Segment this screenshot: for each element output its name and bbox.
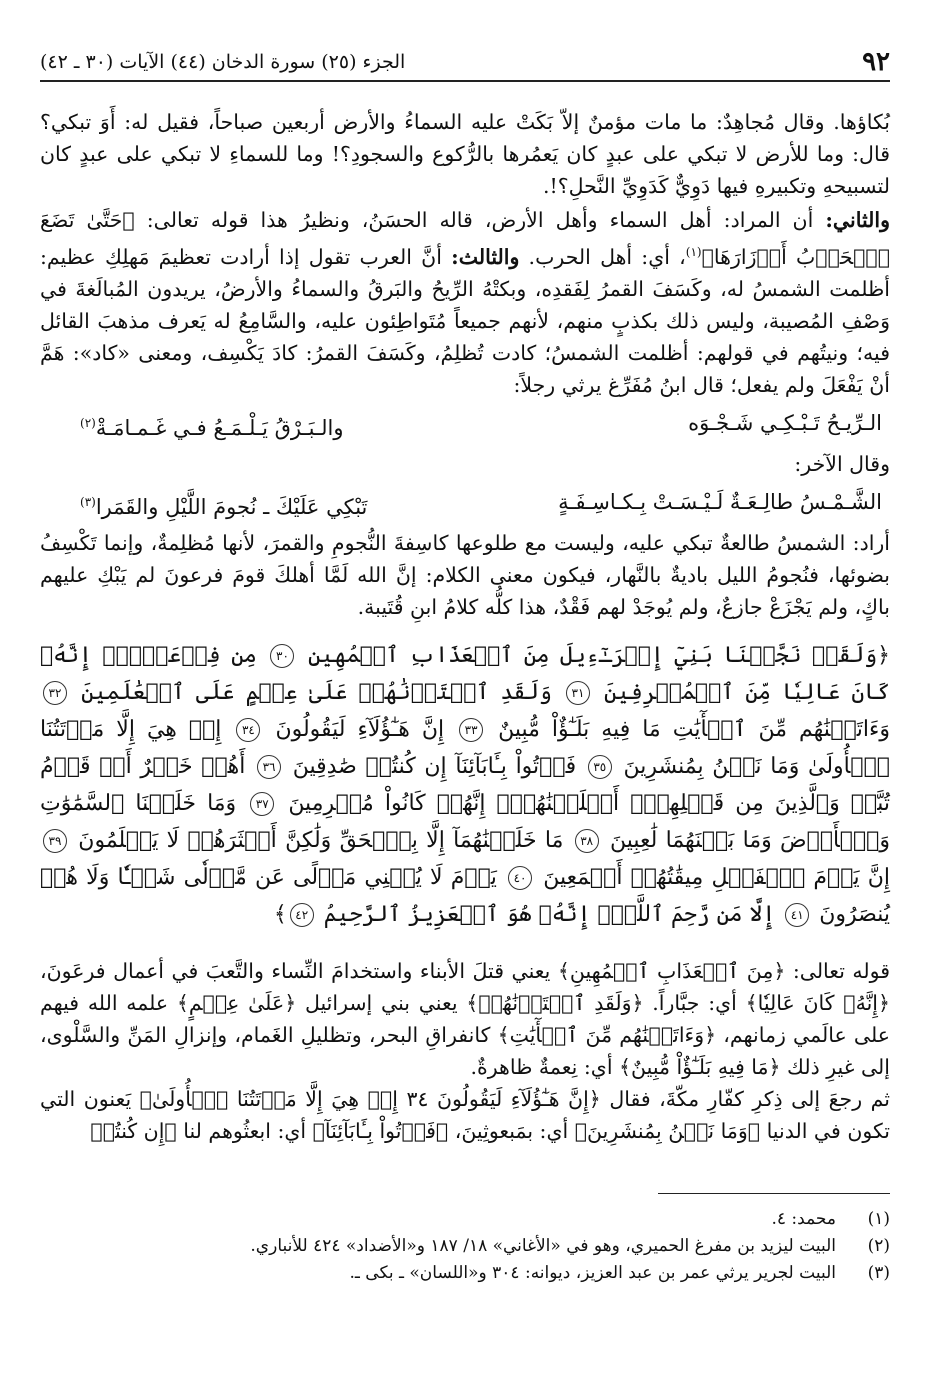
quran-segment: يَوۡمَ لَا يُغۡنِي مَوۡلًى عَن مَّوۡلٗى شَيۡـٔٗا وَلَا هُمۡ يُنصَرُونَ: [40, 864, 890, 927]
quran-segment: فَأۡتُواْ بِـَٔابَآئِنَآ إِن كُنتُمۡ صَٰدِقِينَ: [292, 753, 577, 779]
footnote-item: [40, 1260, 890, 1287]
poem-1-second-hemistich: [80, 407, 344, 444]
footnote-number: (٣): [867, 1263, 890, 1283]
poem-2-second-text: تَبْكِي عَلَيْكَ ـ نُجومَ اللَّيْلِ والقَمَرا: [95, 494, 368, 519]
ayah-number-marker: ٣١: [566, 681, 590, 705]
footnote-number: (١): [867, 1209, 890, 1229]
quran-segment: إِلَّا مَن رَّحِمَ ٱللَّهُۚ إِنَّهُۥ هُوَ ٱلۡعَزِيزُ ٱلرَّحِيمُ: [323, 901, 776, 927]
ayah-number-marker: ٣٤: [236, 718, 260, 742]
running-head: الجزء (٢٥) سورة الدخان (٤٤) الآيات (٣٠ ـ ٤٢): [40, 51, 406, 73]
quran-segment: إِنۡ هِيَ إِلَّا مَوۡتَتُنَا ٱلۡأُولَىٰ وَمَا نَحۡنُ بِمُنشَرِينَ: [40, 716, 890, 779]
poem-verse-2: [40, 480, 890, 527]
ayah-number-marker: ٣٦: [257, 755, 281, 779]
ayah-number-marker: ٤٢: [290, 903, 314, 927]
quran-passage: [40, 637, 890, 933]
other-poet-label: وقال الآخر:: [794, 451, 890, 476]
commentary-2: ثم رجعَ إلى ذِكرِ كفّارِ مكّةَ، فقال ﴿إِنَّ هَـٰٓؤُلَآءِ لَيَقُولُونَ ٣٤ إِنۡ هِيَ إِلَّا مَوۡتَتُنَا ٱلۡأُولَىٰ﴾ يَعنون التي تكون في الدنيا ﴿وَمَا نَحۡنُ بِمُنشَرِينَ﴾ أي: بمَبعوثِينَ، ﴿فَأۡتُواْ بِـَٔابَآئِنَآ﴾ أي: ابعثُوهم لنا ﴿إِن كُنتُمۡ: [40, 1086, 890, 1143]
paragraph-2-text: أن المراد: أهل السماء وأهل الأرض، قاله الحسَنُ، ونظيرُ هذا قوله تعالى: ﴿حَتَّىٰ تَضَعَ ٱلۡحَرۡبُ أَوۡزَارَهَا﴾: [40, 208, 891, 269]
footnote-text: محمد: ٤.: [771, 1209, 836, 1229]
ayah-number-marker: ٤١: [785, 903, 809, 927]
quran-segment: وَءَاتَيۡنَٰهُم مِّنَ ٱلۡأٓيَٰتِ مَا فِيهِ بَلَـٰٓؤٌاْ مُّبِينٌ: [498, 716, 891, 742]
quran-segment: مِن فِرۡعَوۡنَۚ إِنَّهُۥ كَانَ عَالِيٗا مِّنَ ٱلۡمُسۡرِفِينَ: [40, 642, 890, 705]
quran-close-bracket: ﴾: [273, 901, 287, 927]
page-number: ٩٢: [862, 47, 890, 77]
footnotes: [40, 1206, 890, 1287]
quran-segment: ﴿وَلَقَدۡ نَجَّيۡنَا بَنِيٓ إِسۡرَـٰٓءِيلَ مِنَ ٱلۡعَذَابِ ٱلۡمُهِينِ: [308, 642, 891, 668]
footnote-ref-3: (٣): [80, 494, 96, 509]
ayah-number-marker: ٤٠: [508, 866, 532, 890]
footnote-divider: [658, 1193, 890, 1194]
main-text: [40, 106, 890, 1147]
footnote-text: البيت ليزيد بن مفرغ الحميري، وهو في «الأغاني» ١٨/ ١٨٧ و«الأضداد» ٤٢٤ للأنباري.: [250, 1236, 836, 1256]
footnote-number: (٢): [867, 1236, 890, 1256]
paragraph-3: أراد: الشمسُ طالعةٌ تبكي عليه، وليست مع طلوعها كاسِفةَ النُّجومِ والقمرَ، لأنها مُظلِمةٌ، وإنما تَكْسِفُ بضوئها، فنُجومُ الليل باديةٌ بالنَّهار، فيكون معنى الكلام: إنَّ الله لَمَّا أهلكَ قومَ فرعونَ لم يَبْكِ عليهم باكٍ، ولم يَجْزَعْ جازعٌ، ولم يُوجَدْ لهم فَقْدٌ، هذا كلُّه كلامُ ابنِ قُتَيبة.: [40, 530, 890, 619]
footnote-item: [40, 1233, 890, 1260]
paragraph-2: [40, 204, 890, 401]
footnote-text: البيت لجرير يرثي عمر بن عبد العزيز، ديوانه: ٣٠٤ و«اللسان» ـ بكى ـ.: [349, 1263, 836, 1283]
quran-segment: وَمَا خَلَقۡنَا ٱلسَّمَٰوَٰتِ وَٱلۡأَرۡضَ وَمَا بَيۡنَهُمَا لَٰعِبِينَ: [40, 790, 890, 853]
ayah-number-marker: ٣٩: [43, 829, 67, 853]
poem-2-second-hemistich: [80, 486, 367, 523]
poem-verse-1: [40, 401, 890, 448]
label-third: والثالث:: [451, 244, 520, 269]
label-second: والثاني:: [825, 208, 890, 232]
footnote-ref-2: (٢): [80, 415, 96, 430]
footnote-item: [40, 1206, 890, 1233]
paragraph-2-text-2: ، أي: أهل الحرب.: [519, 244, 686, 269]
ayah-number-marker: ٣٣: [459, 718, 483, 742]
paragraph-1: بُكاؤها. وقال مُجاهِدٌ: ما مات مؤمنٌ إلاّ بَكَتْ عليه السماءُ والأرض أربعين صباحاً، فقيل له: أَوَ تبكي؟ قال: وما للأرض لا تبكي على عبدٍ كان يَعمُرها بالرُّكوع والسجودِ؟! وما للسماءِ لا تبكي على عبدٍ كان لتسبيحهِ وتكبيرهِ فيها دَوِيٌّ كَدَوِيِّ النَّحلِ؟!.: [40, 110, 890, 198]
book-page: [40, 0, 890, 1374]
footnote-ref-1: (١): [685, 245, 702, 259]
page-header: [40, 44, 890, 82]
poem-1-first-hemistich: الـرِّيـحُ تَـبْـكِـي شَـجْـوَه: [688, 410, 882, 435]
ayah-number-marker: ٣٥: [588, 755, 612, 779]
quran-segment: إِنَّ هَـٰٓؤُلَآءِ لَيَقُولُونَ: [275, 716, 445, 742]
poem-2-first-hemistich: الشَّـمْـسُ طالِـعَـةٌ لَـيْـسَـتْ بِـكـاسِـفَـةٍ: [558, 489, 882, 514]
ayah-number-marker: ٣٠: [270, 644, 294, 668]
ayah-number-marker: ٣٨: [575, 829, 599, 853]
quran-segment: مَا خَلَقۡنَٰهُمَآ إِلَّا بِٱلۡحَقِّ وَلَٰكِنَّ أَكۡثَرَهُمۡ لَا يَعۡلَمُونَ: [78, 827, 564, 853]
ayah-number-marker: ٣٧: [250, 792, 274, 816]
commentary-1: قوله تعالى: ﴿مِنَ ٱلۡعَذَابِ ٱلۡمُهِينِ﴾ يعني قتلَ الأبناء واستخدامَ النِّساء والتَّعبَ في أعمال فرعَونَ، ﴿إِنَّهُۥ كَانَ عَالِيٗا﴾ أي: جبَّاراً. ﴿وَلَقَدِ ٱخۡتَرۡنَٰهُمۡ﴾ يعني بني إسرائيل ﴿عَلَىٰ عِلۡمٍ﴾ علمه الله فيهم على عالَمي زمانهم، ﴿وَءَاتَيۡنَٰهُم مِّنَ ٱلۡأٓيَٰتِ﴾ كانفراقِ البحر، وتظليلِ الغَمام، وإنزالِ المَنِّ والسَّلْوى، إلى غيرِ ذلك ﴿مَا فِيهِ بَلَـٰٓؤٌاْ مُّبِينٌ﴾ أي: نِعمةٌ ظاهرةٌ.: [40, 958, 890, 1079]
quran-segment: إِنَّ يَوۡمَ ٱلۡفَصۡلِ مِيقَٰتُهُمۡ أَجۡمَعِينَ: [543, 864, 890, 890]
paragraph-2-text-3: أنَّ العرب تقول إذا أرادت تعظيمَ مَهلِكِ عظيم: أظلمت الشمسُ له، وكَسَفَ القمرُ لِفَقدِه، وبكتْهُ الرِّيحُ والبَرقُ والسماءُ والأرضُ، يريدون المُبالَغةَ في وَصْفِ المُصيبة، وليس ذلك بكذبٍ منهم، لأنهم جميعاً مُتَواطِئون عليه، والسَّامِعُ له يَعرف مذهبَ القائل فيه؛ ونيتُهم في قولهم: أظلمت الشمسُ؛ كادت تُظلِمُ، وكَسَفَ القمرُ: كادَ يَكْسِف، ومعنى «كاد»: هَمَّ أنْ يَفْعَلَ ولم يفعل؛ قال ابنُ مُفَرِّغ يرثي رجلاً:: [40, 244, 890, 397]
quran-segment: وَلَقَدِ ٱخۡتَرۡنَٰهُمۡ عَلَىٰ عِلۡمٍ عَلَى ٱلۡعَٰلَمِينَ: [81, 679, 552, 705]
quran-segment: أَهُمۡ خَيۡرٌ أَمۡ قَوۡمُ تُبَّعٖ وَٱلَّذِينَ مِن قَبۡلِهِمۡۚ أَهۡلَكۡنَٰهُمۡۖ إِنَّهُمۡ كَانُواْ مُجۡرِمِينَ: [40, 753, 890, 816]
poem-1-second-text: والـبَـرْقُ يَـلْـمَـعُ فـي غَـمـامَـةْ: [95, 415, 344, 440]
ayah-number-marker: ٣٢: [43, 681, 67, 705]
